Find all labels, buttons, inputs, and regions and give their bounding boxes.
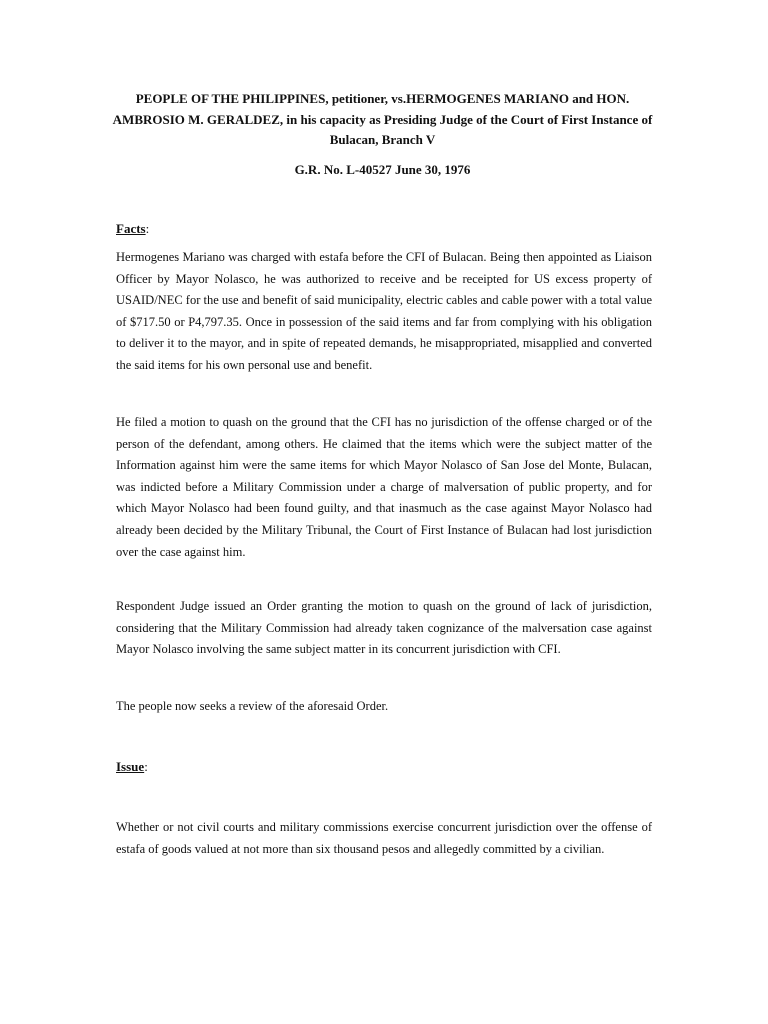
- facts-paragraph-3: Respondent Judge issued an Order granting the motion to quash on the ground of lack of jurisdiction, considering that the Military Commission had already taken cognizance of the malversation case against Mayor Nolasco involving the same subject matter in its concurrent jurisdiction with CFI.: [116, 599, 652, 657]
- issue-heading: Issue: [116, 759, 145, 774]
- case-title: PEOPLE OF THE PHILIPPINES, petitioner, vs.HERMOGENES MARIANO and HON. AMBROSIO M. GERALDEZ, in his capacity as Presiding Judge of the Court of First Instance of Bulacan, Branch V: [112, 91, 653, 147]
- issue-paragraph: Whether or not civil courts and military commissions exercise concurrent jurisdiction over the offense of estafa of goods valued at not more than six thousand pesos and allegedly committed by a civilian.: [116, 820, 652, 856]
- facts-heading-line: Facts:: [116, 221, 150, 236]
- case-number: G.R. No. L-40527 June 30, 1976: [294, 162, 471, 177]
- issue-heading-line: Issue:: [116, 759, 148, 774]
- facts-paragraph-1: Hermogenes Mariano was charged with estafa before the CFI of Bulacan. Being then appointed as Liaison Officer by Mayor Nolasco, he was authorized to receive and be receipted for US excess property of USAID/NEC for the use and benefit of said municipality, electric cables and cable power with a total value of $717.50 or P4,797.35. Once in possession of the said items and far from complying with his obligation to deliver it to the mayor, and in spite of repeated demands, he misappropriated, misapplied and converted the said items for his own personal use and benefit.: [116, 250, 652, 372]
- facts-heading: Facts: [116, 221, 146, 236]
- facts-paragraph-2: He filed a motion to quash on the ground that the CFI has no jurisdiction of the offense charged or of the person of the defendant, among others. He claimed that the items which were the subject matter of the Information against him were the same items for which Mayor Nolasco of San Jose del Monte, Bulacan, was indicted before a Military Commission under a charge of malversation of public property, and for which Mayor Nolasco had been found guilty, and that inasmuch as the case against Mayor Nolasco had already been decided by the Military Tribunal, the Court of First Instance of Bulacan had lost jurisdiction over the case against him.: [116, 415, 652, 559]
- facts-paragraph-4: The people now seeks a review of the aforesaid Order.: [116, 699, 389, 713]
